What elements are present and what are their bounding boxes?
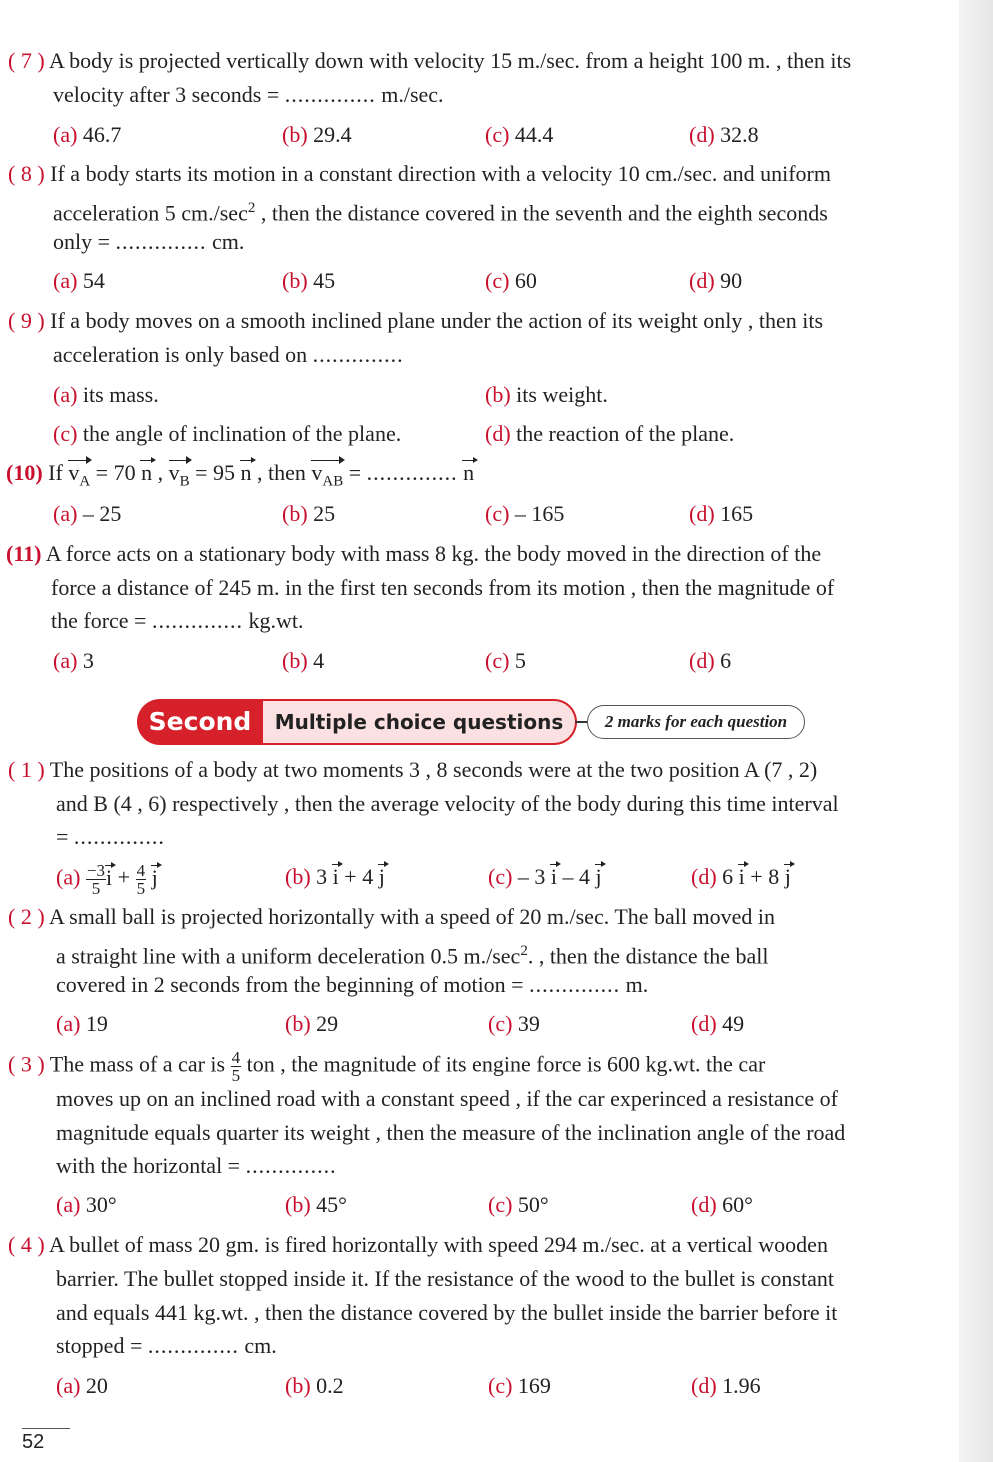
question-text: = 95 — [189, 460, 241, 485]
page-edge-shadow — [959, 0, 993, 1462]
option-d[interactable] — [691, 1009, 744, 1039]
question-11-line-2 — [51, 573, 834, 603]
question-text: A small ball is projected horizontally with a speed of 20 m./sec. The ball moved in — [48, 904, 775, 929]
question-text: magnitude equals quarter its weight , then the measure of the inclination angle of the road — [56, 1120, 846, 1145]
option-label: (d) — [689, 122, 715, 147]
denominator: 5 — [136, 879, 146, 898]
mcq-question-4 — [8, 1230, 828, 1260]
answer-blank: .............. — [115, 229, 207, 254]
option-c[interactable] — [485, 266, 537, 296]
question-7-line-2 — [53, 80, 444, 110]
option-text: 0.2 — [316, 1373, 344, 1398]
mcq-question-4-line-4 — [56, 1331, 277, 1361]
vector-v-ab — [311, 458, 343, 496]
option-label: (b) — [285, 864, 311, 889]
option-label: (d) — [689, 501, 715, 526]
question-text: , — [152, 460, 169, 485]
question-text: , then the distance covered in the seventh and the eighth seconds — [255, 200, 828, 226]
question-text: The positions of a body at two moments 3 , 8 seconds were at the two position A (7 , 2) — [49, 757, 818, 782]
option-label: (c) — [485, 268, 510, 293]
option-label: (a) — [53, 648, 78, 673]
vector-v-b — [169, 458, 190, 496]
mcq-question-3-line-2 — [56, 1084, 838, 1114]
option-d[interactable] — [689, 266, 742, 296]
fraction — [136, 862, 147, 897]
option-text: 46.7 — [82, 122, 122, 147]
option-b[interactable] — [285, 1190, 347, 1220]
option-label: (c) — [488, 1192, 513, 1217]
vector-symbol: v — [311, 460, 323, 485]
coefficient: + 4 — [338, 864, 379, 889]
section-title: Multiple choice questions — [263, 699, 577, 745]
option-label: (a) — [56, 1011, 81, 1036]
question-text: cm. — [206, 229, 245, 254]
option-label: (d) — [485, 421, 511, 446]
option-text: 60° — [722, 1192, 753, 1217]
option-a[interactable] — [56, 1009, 108, 1039]
mcq-question-1 — [8, 755, 817, 785]
marks-badge: 2 marks for each question — [587, 705, 805, 739]
question-11-line-3 — [51, 606, 303, 636]
mcq-question-4-line-2 — [56, 1264, 834, 1294]
option-text: 50° — [517, 1192, 549, 1217]
question-number: ( 2 ) — [8, 904, 45, 929]
question-7 — [8, 46, 851, 76]
option-text: 30° — [85, 1192, 117, 1217]
option-d[interactable] — [689, 120, 759, 150]
question-number: ( 4 ) — [8, 1232, 45, 1257]
option-text: 39 — [517, 1011, 540, 1036]
option-label: (b) — [485, 382, 511, 407]
option-label: (a) — [53, 122, 78, 147]
denominator: 5 — [231, 1066, 241, 1085]
unit-vector-n: n — [241, 458, 252, 488]
option-text: 19 — [85, 1011, 108, 1036]
question-text: m./sec. — [375, 82, 444, 107]
question-text: acceleration 5 cm./sec — [53, 200, 248, 226]
option-label: (a) — [56, 864, 81, 890]
unit-vector-j: j — [379, 862, 385, 892]
question-8 — [8, 159, 831, 189]
option-c[interactable] — [488, 1009, 540, 1039]
option-text: 169 — [517, 1373, 551, 1398]
option-text: 29 — [316, 1011, 339, 1036]
vector-symbol: v — [68, 460, 80, 485]
option-label: (d) — [691, 1192, 717, 1217]
option-label: (b) — [282, 122, 308, 147]
question-text: . , then the distance the ball — [527, 943, 769, 969]
option-b[interactable] — [285, 1009, 338, 1039]
answer-blank: .............. — [312, 342, 404, 367]
option-text: 45° — [316, 1192, 347, 1217]
option-d[interactable] — [485, 419, 734, 449]
option-d[interactable] — [691, 1371, 761, 1401]
option-label: (a) — [53, 268, 78, 293]
fraction — [231, 1049, 242, 1084]
question-text: and equals 441 kg.wt. , then the distance covered by the bullet inside the barrier before it — [56, 1300, 838, 1325]
unit-vector-j: j — [785, 862, 791, 892]
unit-vector-i: i — [333, 862, 339, 892]
option-label: (a) — [56, 1192, 81, 1217]
question-text: A force acts on a stationary body with mass 8 kg. the body moved in the direction of the — [45, 541, 822, 566]
option-text: the reaction of the plane. — [516, 421, 735, 446]
question-text: = 70 — [90, 460, 142, 485]
answer-blank: .............. — [73, 824, 165, 849]
option-label: (d) — [689, 268, 715, 293]
option-d[interactable] — [691, 862, 791, 892]
superscript: 2 — [247, 200, 256, 216]
option-a[interactable] — [56, 862, 158, 897]
option-d[interactable] — [689, 646, 731, 676]
section-part-label: Second — [137, 699, 263, 745]
superscript: 2 — [520, 943, 528, 959]
question-text: moves up on an inclined road with a constant speed , if the car experinced a resistance of — [56, 1086, 838, 1111]
denominator: 5 — [91, 879, 101, 898]
option-d[interactable] — [689, 499, 753, 529]
question-9 — [8, 306, 823, 336]
unit-vector-n: n — [463, 458, 474, 488]
question-text: barrier. The bullet stopped inside it. If the resistance of the wood to the bullet is constant — [56, 1266, 834, 1291]
option-c[interactable] — [485, 120, 553, 150]
question-text: = — [343, 460, 367, 485]
option-label: (b) — [285, 1192, 311, 1217]
answer-blank: .............. — [147, 1333, 239, 1358]
coefficient: – 3 — [517, 864, 551, 889]
option-text: 5 — [514, 648, 526, 673]
option-text: 25 — [313, 501, 336, 526]
question-text: and B (4 , 6) respectively , then the average velocity of the body during this time interval — [56, 791, 839, 816]
option-b[interactable] — [485, 380, 608, 410]
question-text: = — [56, 824, 74, 849]
option-label: (a) — [56, 1373, 81, 1398]
question-number: ( 3 ) — [8, 1051, 45, 1077]
answer-blank: .............. — [529, 972, 621, 997]
answer-blank: .............. — [245, 1153, 337, 1178]
question-text: velocity after 3 seconds = — [53, 82, 285, 107]
unit-vector-j: j — [152, 863, 158, 893]
question-text: ton , the magnitude of its engine force is 600 kg.wt. the car — [241, 1051, 766, 1077]
mcq-question-2 — [8, 902, 775, 932]
unit-vector-i: i — [551, 862, 557, 892]
option-text: 4 — [313, 648, 325, 673]
question-text: a straight line with a uniform deceleration 0.5 m./sec — [56, 943, 521, 969]
question-text: If — [48, 460, 69, 485]
option-text: 49 — [722, 1011, 745, 1036]
vector-v-a — [68, 458, 90, 496]
unit-vector-j: j — [596, 862, 602, 892]
mcq-question-3-line-3 — [56, 1118, 845, 1148]
vector-symbol: v — [168, 460, 180, 485]
option-a[interactable] — [53, 120, 121, 150]
option-a[interactable] — [53, 266, 105, 296]
option-label: (b) — [285, 1011, 311, 1036]
option-label: (b) — [282, 268, 308, 293]
coefficient: + 8 — [744, 864, 785, 889]
unit-vector-i: i — [106, 863, 112, 893]
question-text: m. — [620, 972, 649, 997]
question-text: stopped = — [56, 1333, 148, 1358]
banner-connector — [575, 721, 587, 723]
question-text: only = — [53, 229, 116, 254]
option-label: (d) — [691, 864, 717, 889]
operator: + — [112, 864, 136, 890]
option-text: 3 — [82, 648, 94, 673]
option-label: (b) — [282, 648, 308, 673]
unit-vector-n: n — [141, 458, 152, 488]
option-c[interactable] — [488, 862, 602, 892]
question-number: (10) — [6, 460, 43, 485]
option-d[interactable] — [691, 1190, 753, 1220]
mcq-question-1-line-2 — [56, 789, 839, 819]
question-text: acceleration is only based on — [53, 342, 313, 367]
option-text: the angle of inclination of the plane. — [82, 421, 402, 446]
question-text: cm. — [238, 1333, 277, 1358]
unit-vector-i: i — [739, 862, 745, 892]
question-text: the force = — [51, 608, 152, 633]
mcq-question-2-line-3 — [56, 970, 648, 1000]
question-text: kg.wt. — [242, 608, 304, 633]
question-text: The mass of a car is — [49, 1051, 231, 1077]
answer-blank: .............. — [284, 82, 376, 107]
numerator: 4 — [231, 1048, 241, 1067]
coefficient: 3 — [316, 864, 333, 889]
answer-blank: .............. — [151, 608, 243, 633]
option-c[interactable] — [485, 499, 564, 529]
option-text: 29.4 — [313, 122, 352, 147]
page-number: 52 — [22, 1428, 70, 1454]
numerator: 4 — [136, 861, 146, 880]
option-label: (d) — [689, 648, 715, 673]
question-text: with the horizontal = — [56, 1153, 246, 1178]
option-b[interactable] — [282, 266, 335, 296]
option-a[interactable] — [53, 380, 159, 410]
coefficient: – 4 — [557, 864, 596, 889]
option-text: 1.96 — [722, 1373, 761, 1398]
option-label: (c) — [488, 1373, 513, 1398]
subscript: AB — [322, 473, 344, 490]
question-number: ( 1 ) — [8, 757, 45, 782]
fraction — [86, 862, 106, 897]
question-text: If a body starts its motion in a constant direction with a velocity 10 cm./sec. and uniform — [50, 161, 831, 186]
option-c[interactable] — [485, 646, 526, 676]
question-number: (11) — [6, 541, 42, 566]
subscript: B — [179, 473, 190, 490]
option-label: (c) — [485, 501, 510, 526]
option-label: (d) — [691, 1373, 717, 1398]
option-b[interactable] — [285, 862, 385, 892]
option-text: 54 — [82, 268, 105, 293]
option-label: (c) — [485, 122, 510, 147]
option-b[interactable] — [285, 1371, 344, 1401]
option-label: (a) — [53, 382, 78, 407]
option-text: – 165 — [514, 501, 565, 526]
mcq-question-3-line-4 — [56, 1151, 337, 1181]
mcq-question-2-line-2 — [56, 936, 769, 971]
question-text: If a body moves on a smooth inclined plane under the action of its weight only , then its — [50, 308, 824, 333]
option-text: 32.8 — [720, 122, 759, 147]
option-b[interactable] — [282, 499, 335, 529]
option-label: (b) — [282, 501, 308, 526]
question-text: A body is projected vertically down with velocity 15 m./sec. from a height 100 m. , then its — [48, 48, 852, 73]
option-text: its weight. — [516, 382, 608, 407]
option-c[interactable] — [488, 1371, 551, 1401]
option-text: 44.4 — [514, 122, 554, 147]
option-label: (b) — [285, 1373, 311, 1398]
option-b[interactable] — [282, 646, 324, 676]
question-text: force a distance of 245 m. in the first ten seconds from its motion , then the magnitude of — [51, 575, 835, 600]
answer-blank: .............. — [366, 460, 458, 485]
option-c[interactable] — [53, 419, 401, 449]
mcq-question-4-line-3 — [56, 1298, 837, 1328]
question-text: , then — [251, 460, 312, 485]
question-number: ( 9 ) — [8, 308, 45, 333]
mcq-question-1-line-3 — [56, 822, 165, 852]
option-a[interactable] — [53, 499, 121, 529]
option-label: (c) — [488, 1011, 513, 1036]
question-text: covered in 2 seconds from the beginning of motion = — [56, 972, 530, 997]
question-11 — [6, 539, 821, 569]
option-label: (c) — [485, 648, 510, 673]
mcq-question-3 — [8, 1049, 765, 1084]
option-text: 45 — [313, 268, 336, 293]
option-label: (a) — [53, 501, 78, 526]
option-label: (d) — [691, 1011, 717, 1036]
numerator: −3 — [86, 861, 106, 880]
option-text: 20 — [85, 1373, 108, 1398]
question-8-line-3 — [53, 227, 244, 257]
coefficient: 6 — [722, 864, 739, 889]
option-text: 90 — [720, 268, 743, 293]
option-label: (c) — [53, 421, 78, 446]
option-text: 60 — [514, 268, 537, 293]
option-c[interactable] — [488, 1190, 549, 1220]
question-8-line-2 — [53, 193, 828, 228]
option-text: 6 — [720, 648, 732, 673]
option-b[interactable] — [282, 120, 352, 150]
question-number: ( 8 ) — [8, 161, 45, 186]
question-text: A bullet of mass 20 gm. is fired horizontally with speed 294 m./sec. at a vertical wooden — [48, 1232, 828, 1257]
question-9-line-2 — [53, 340, 404, 370]
option-text: – 25 — [82, 501, 122, 526]
question-10 — [6, 458, 474, 496]
option-a[interactable] — [56, 1190, 117, 1220]
option-a[interactable] — [56, 1371, 108, 1401]
option-label: (c) — [488, 864, 513, 889]
question-number: ( 7 ) — [8, 48, 45, 73]
option-text: 165 — [720, 501, 754, 526]
option-a[interactable] — [53, 646, 94, 676]
option-text: its mass. — [82, 382, 159, 407]
subscript: A — [79, 473, 91, 490]
